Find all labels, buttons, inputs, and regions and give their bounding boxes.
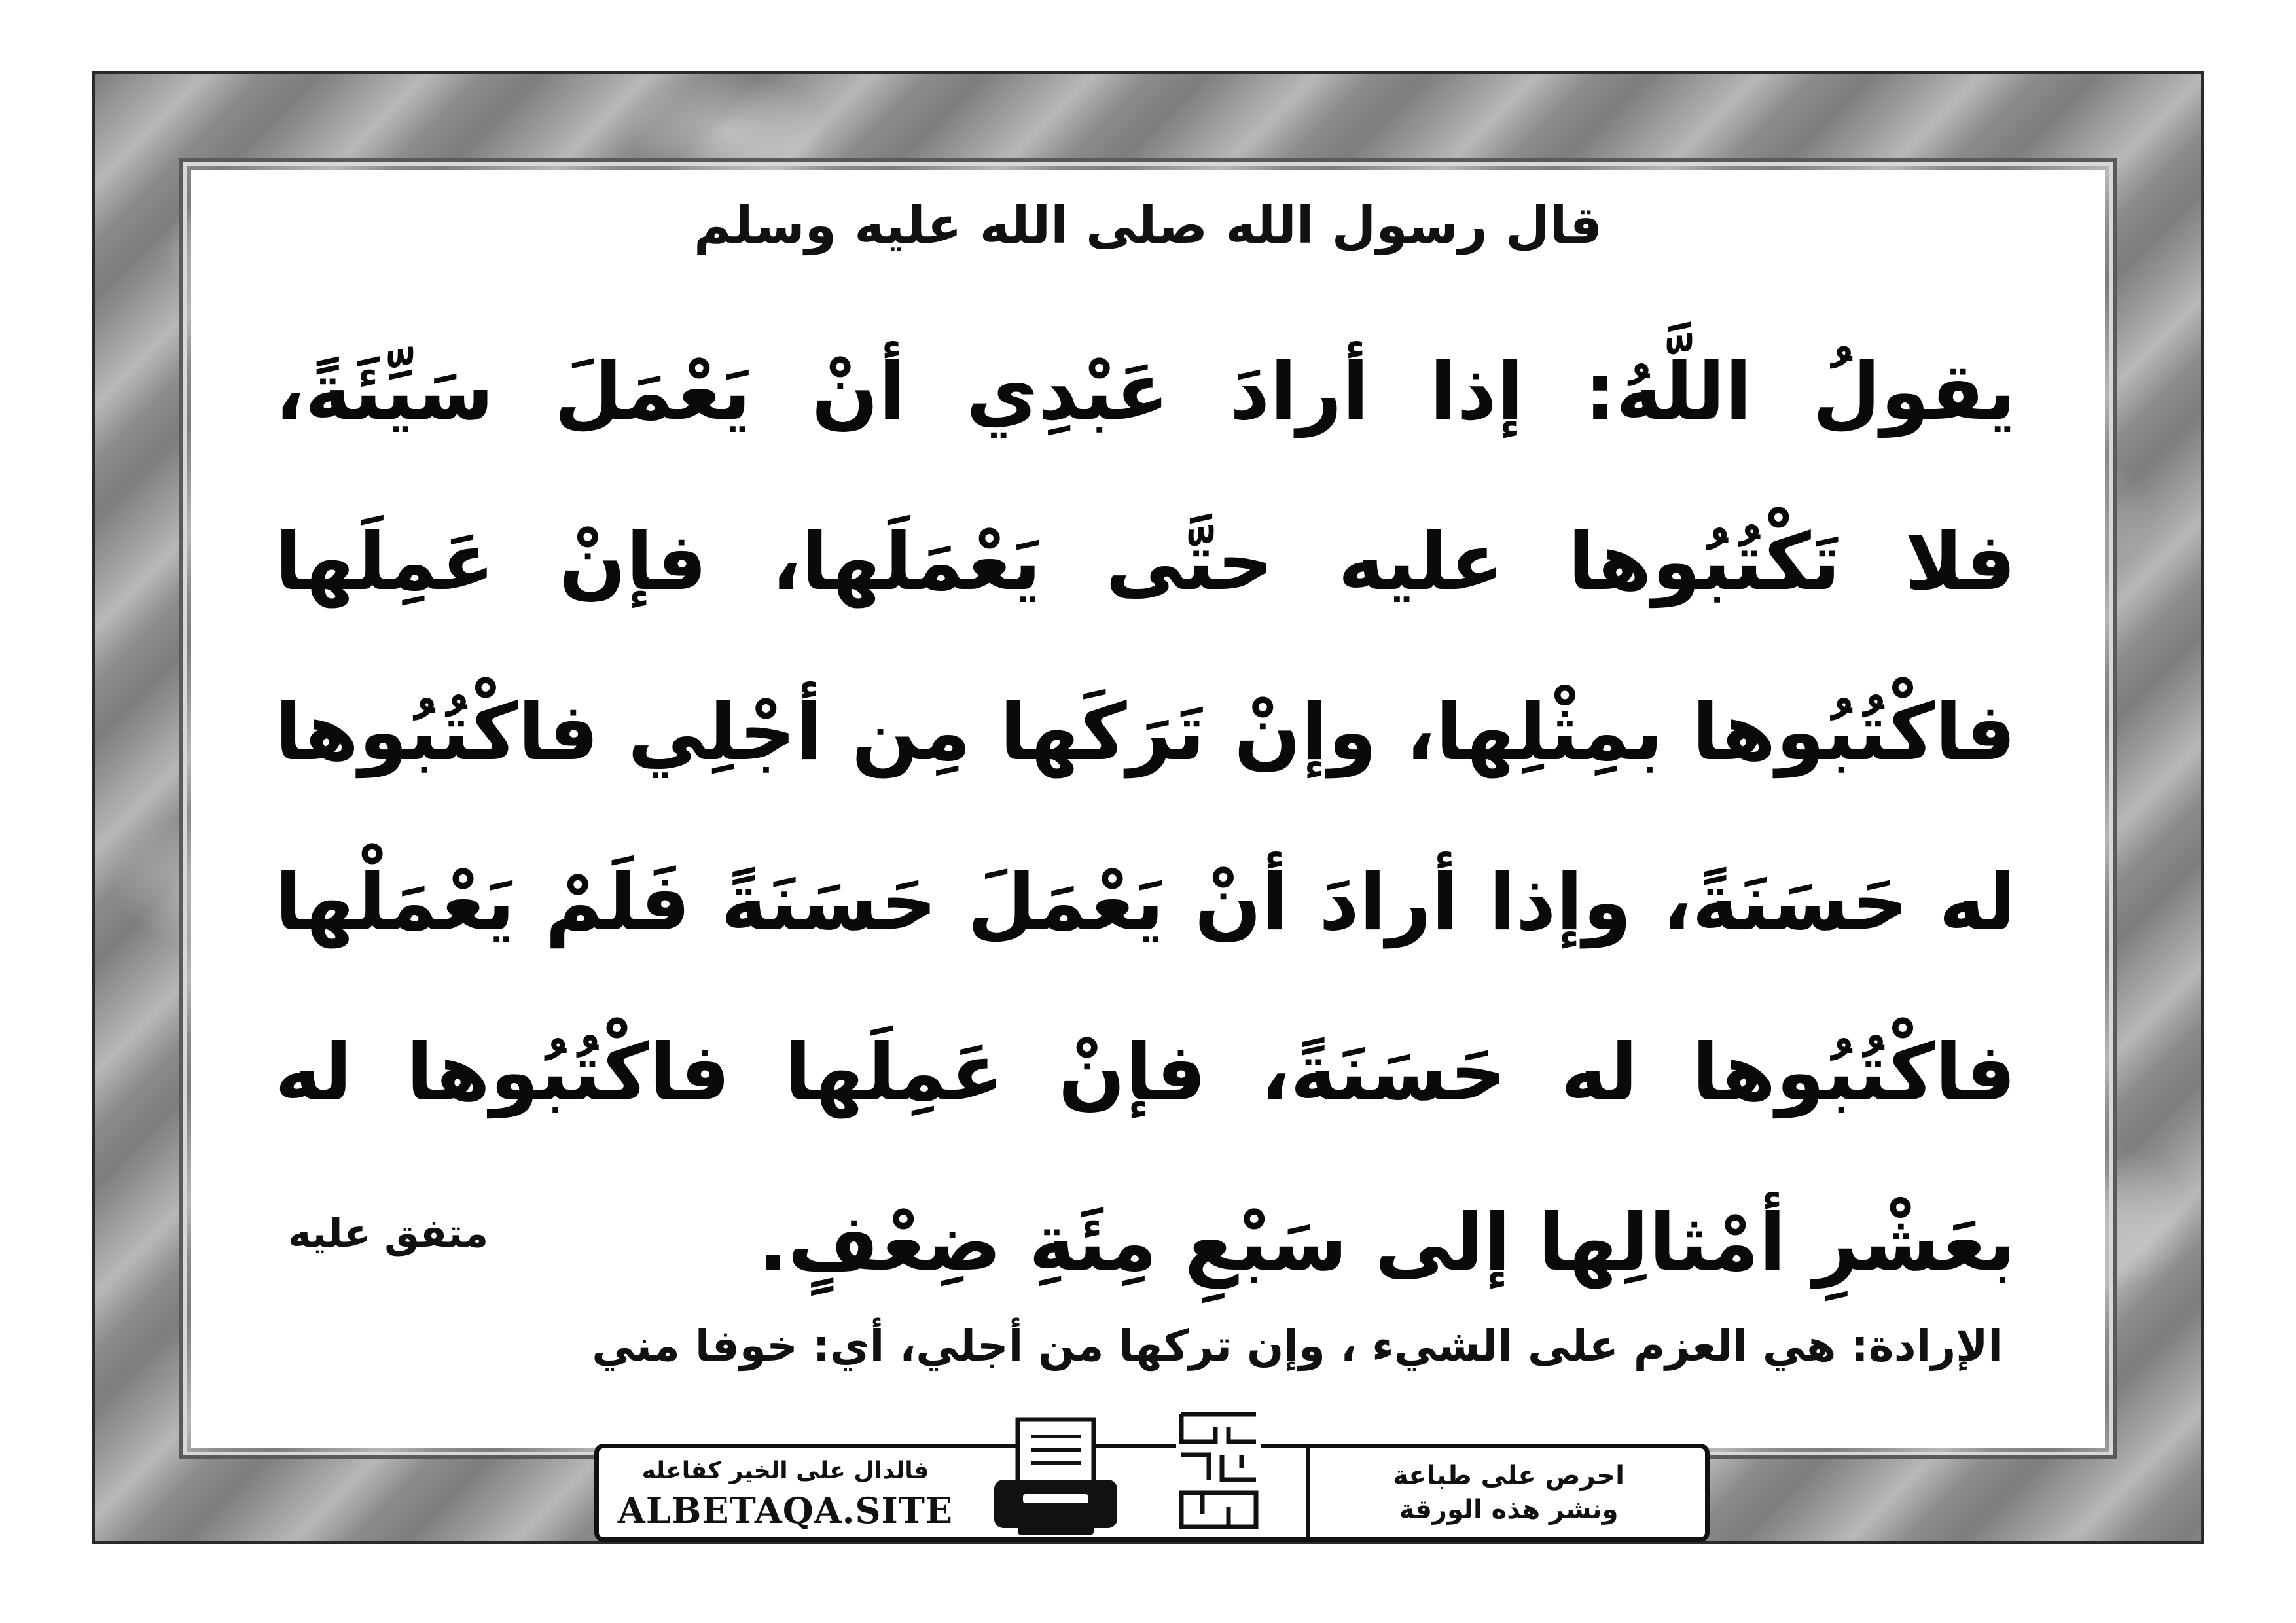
footer-divider [1306, 1448, 1310, 1537]
print-line: احرص على طباعة [1393, 1461, 1624, 1491]
site-block[interactable] [612, 1448, 959, 1537]
site-tagline: فالدال على الخير كفاعله [641, 1457, 929, 1484]
logo-icon [1176, 1402, 1261, 1533]
hadith-line: له حَسَنَةً، وإذا أرادَ أنْ يَعْمَلَ حَسَنَةً فَلَمْ يَعْمَلْها [275, 857, 2016, 948]
printer-icon [992, 1417, 1120, 1537]
hadith-line: بعَشْرِ أمْثالِها إلى سَبْعِ مِئَةِ ضِعْفٍ. [757, 1198, 2016, 1289]
hadith-line: فاكْتُبُوها له حَسَنَةً، فإنْ عَمِلَها فاكْتُبُوها له [275, 1027, 2016, 1118]
hadith-line: يقولُ اللَّهُ: إذا أرادَ عَبْدِي أنْ يَعْمَلَ سَيِّئَةً، [275, 347, 2016, 438]
hadith-source: متفق عليه [288, 1211, 489, 1257]
hadith-line: فاكْتُبُوها بمِثْلِها، وإنْ تَرَكَها مِن أجْلِي فاكْتُبُوها [275, 687, 2016, 778]
explanation-note: الإرادة: هي العزم على الشيء ، وإن تركها من أجلي، أي: خوفا مني [592, 1321, 2003, 1371]
hadith-line: فلا تَكْتُبُوها عليه حتَّى يَعْمَلَها، فإنْ عَمِلَها [275, 517, 2016, 608]
page-title: قال رسول الله صلى الله عليه وسلم [693, 196, 1603, 255]
print-line: ونشر هذه الورقة [1399, 1495, 1619, 1525]
hadith-text [275, 308, 2016, 1329]
site-url[interactable]: ALBETAQA.SITE [617, 1489, 954, 1531]
footer-banner [594, 1444, 1710, 1542]
print-encouragement [1325, 1448, 1692, 1537]
